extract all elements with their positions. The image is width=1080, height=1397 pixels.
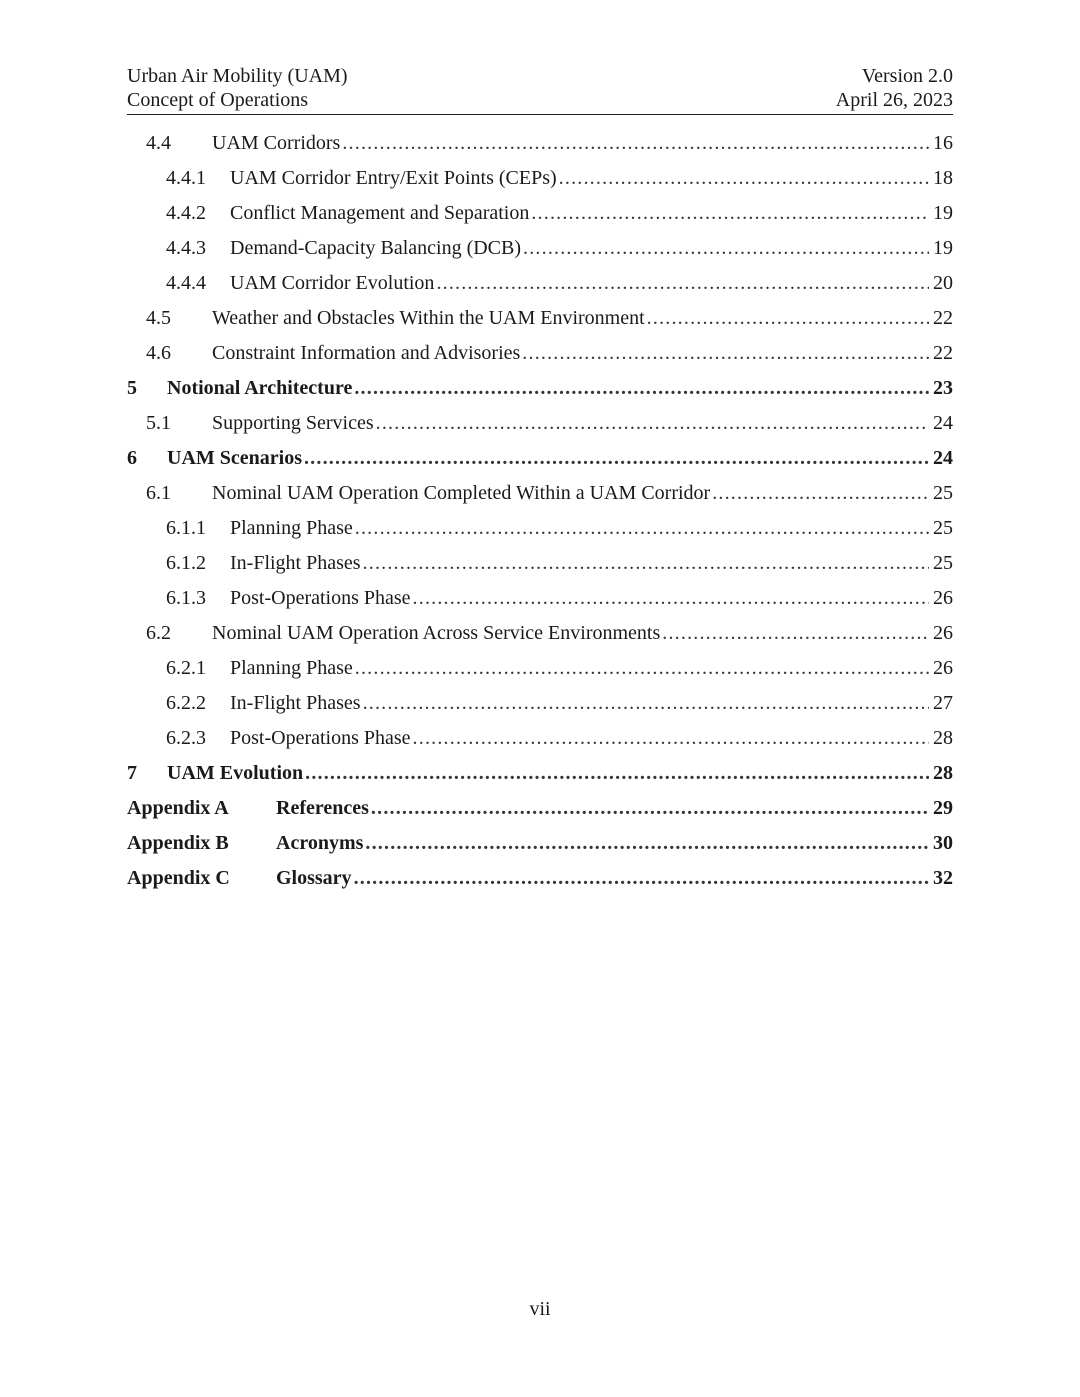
toc-entry-line <box>276 861 953 896</box>
toc-entry-title[interactable]: UAM Evolution <box>167 762 304 784</box>
page-number: vii <box>529 1298 551 1320</box>
toc-entry[interactable] <box>127 231 953 266</box>
toc-entry-number: Appendix A <box>127 797 229 819</box>
toc-entry-title[interactable]: Notional Architecture <box>167 377 353 399</box>
dot-leader <box>376 406 929 441</box>
header-right <box>836 64 953 112</box>
toc-entry-number: 4.4.4 <box>166 272 206 294</box>
toc-entry-number: 6.2.2 <box>166 692 206 714</box>
toc-entry-number: 6 <box>127 447 137 469</box>
toc-entry[interactable] <box>127 791 953 826</box>
toc-entry[interactable] <box>127 336 953 371</box>
document-version: Version 2.0 <box>861 65 953 87</box>
toc-entry-line <box>230 266 953 301</box>
toc-entry-line <box>230 651 953 686</box>
toc-entry-line <box>212 336 953 371</box>
toc-entry-number: 7 <box>127 762 137 784</box>
toc-entry-page: 19 <box>933 202 953 224</box>
toc-entry-number: 6.2 <box>146 622 171 644</box>
toc-entry-page: 28 <box>933 762 953 784</box>
toc-entry-title[interactable]: Post-Operations Phase <box>230 727 411 749</box>
toc-entry-page: 25 <box>933 482 953 504</box>
toc-entry-line <box>212 476 953 511</box>
toc-entry-title[interactable]: UAM Corridor Entry/Exit Points (CEPs) <box>230 167 557 189</box>
toc-entry-title[interactable]: Weather and Obstacles Within the UAM Environment <box>212 307 645 329</box>
toc-entry-title[interactable]: In-Flight Phases <box>230 692 361 714</box>
toc-entry-title[interactable]: Planning Phase <box>230 657 353 679</box>
toc-entry-page: 26 <box>933 657 953 679</box>
toc-entry-page: 22 <box>933 342 953 364</box>
toc-entry-page: 18 <box>933 167 953 189</box>
dot-leader <box>342 126 929 161</box>
toc-entry[interactable] <box>127 371 953 406</box>
toc-entry-title[interactable]: Conflict Management and Separation <box>230 202 530 224</box>
toc-entry-line <box>230 686 953 721</box>
toc-entry-page: 25 <box>933 552 953 574</box>
dot-leader <box>559 161 929 196</box>
toc-entry-number: 5.1 <box>146 412 171 434</box>
toc-entry-line <box>212 406 953 441</box>
toc-entry[interactable] <box>127 581 953 616</box>
dot-leader <box>662 616 929 651</box>
toc-entry[interactable] <box>127 161 953 196</box>
toc-entry-page: 32 <box>933 867 953 889</box>
toc-entry-line <box>212 126 953 161</box>
dot-leader <box>365 826 929 861</box>
toc-entry-line <box>230 511 953 546</box>
toc-entry-page: 25 <box>933 517 953 539</box>
toc-entry[interactable] <box>127 651 953 686</box>
toc-entry-title[interactable]: Nominal UAM Operation Completed Within a UAM Corridor <box>212 482 711 504</box>
toc-entry-line <box>212 301 953 336</box>
dot-leader <box>354 371 929 406</box>
toc-entry-title[interactable]: References <box>276 797 369 819</box>
toc-entry[interactable] <box>127 301 953 336</box>
dot-leader <box>522 336 929 371</box>
dot-leader <box>413 581 929 616</box>
toc-entry-page: 20 <box>933 272 953 294</box>
toc-entry-number: Appendix B <box>127 832 229 854</box>
toc-entry-line <box>230 196 953 231</box>
toc-entry[interactable] <box>127 616 953 651</box>
toc-entry[interactable] <box>127 756 953 791</box>
toc-entry-title[interactable]: Supporting Services <box>212 412 374 434</box>
toc-entry-title[interactable]: Constraint Information and Advisories <box>212 342 521 364</box>
toc-entry-line <box>276 791 953 826</box>
toc-entry[interactable] <box>127 511 953 546</box>
toc-entry-line <box>230 581 953 616</box>
toc-entry-number: 6.2.3 <box>166 727 206 749</box>
dot-leader <box>436 266 929 301</box>
toc-entry-line <box>230 721 953 756</box>
toc-entry-number: 6.2.1 <box>166 657 206 679</box>
toc-entry-line <box>276 826 953 861</box>
toc-entry-line <box>167 441 953 476</box>
toc-entry-title[interactable]: Nominal UAM Operation Across Service Environments <box>212 622 661 644</box>
toc-entry-page: 27 <box>933 692 953 714</box>
toc-entry[interactable] <box>127 266 953 301</box>
toc-entry-title[interactable]: Planning Phase <box>230 517 353 539</box>
toc-entry-number: 6.1.2 <box>166 552 206 574</box>
toc-entry-line <box>167 371 953 406</box>
dot-leader <box>305 756 929 791</box>
page-header <box>127 64 953 115</box>
toc-entry-page: 26 <box>933 587 953 609</box>
toc-entry-title[interactable]: UAM Corridors <box>212 132 341 154</box>
toc-entry[interactable] <box>127 546 953 581</box>
toc-entry-number: 6.1 <box>146 482 171 504</box>
toc-entry-title[interactable]: Acronyms <box>276 832 364 854</box>
toc-entry-page: 26 <box>933 622 953 644</box>
dot-leader <box>304 441 929 476</box>
toc-entry-number: 6.1.1 <box>166 517 206 539</box>
toc-entry-number: 4.4.1 <box>166 167 206 189</box>
toc-entry-line <box>167 756 953 791</box>
toc-entry-title[interactable]: In-Flight Phases <box>230 552 361 574</box>
toc-entry-number: 4.5 <box>146 307 171 329</box>
toc-entry-page: 16 <box>933 132 953 154</box>
dot-leader <box>355 511 929 546</box>
document-subtitle: Concept of Operations <box>127 89 309 111</box>
toc-entry[interactable] <box>127 441 953 476</box>
toc-entry-page: 23 <box>933 377 953 399</box>
toc-entry[interactable] <box>127 476 953 511</box>
document-date: April 26, 2023 <box>835 89 953 111</box>
toc-entry[interactable] <box>127 126 953 161</box>
toc-entry[interactable] <box>127 826 953 861</box>
toc-entry-title[interactable]: Post-Operations Phase <box>230 587 411 609</box>
header-left <box>127 64 348 112</box>
dot-leader <box>712 476 929 511</box>
document-title: Urban Air Mobility (UAM) <box>127 65 348 87</box>
toc-entry[interactable] <box>127 686 953 721</box>
toc-entry-number: 4.4.3 <box>166 237 206 259</box>
dot-leader <box>354 861 929 896</box>
toc-entry-number: 4.4.2 <box>166 202 206 224</box>
toc-entry-title[interactable]: Glossary <box>276 867 352 889</box>
toc-entry-page: 28 <box>933 727 953 749</box>
dot-leader <box>363 546 929 581</box>
toc-entry-number: Appendix C <box>127 867 230 889</box>
dot-leader <box>647 301 929 336</box>
toc-entry-number: 5 <box>127 377 137 399</box>
toc-entry-page: 24 <box>933 447 953 469</box>
toc-entry-line <box>230 546 953 581</box>
toc-entry-number: 6.1.3 <box>166 587 206 609</box>
dot-leader <box>363 686 929 721</box>
toc-entry-line <box>230 231 953 266</box>
toc-entry-number: 4.6 <box>146 342 171 364</box>
table-of-contents <box>127 126 953 896</box>
toc-entry-title[interactable]: UAM Scenarios <box>167 447 302 469</box>
toc-entry[interactable] <box>127 721 953 756</box>
toc-entry-line <box>230 161 953 196</box>
dot-leader <box>371 791 929 826</box>
toc-entry-number: 4.4 <box>146 132 171 154</box>
dot-leader <box>523 231 929 266</box>
dot-leader <box>355 651 929 686</box>
toc-entry-page: 22 <box>933 307 953 329</box>
toc-entry-title[interactable]: UAM Corridor Evolution <box>230 272 435 294</box>
dot-leader <box>531 196 929 231</box>
toc-entry-title[interactable]: Demand-Capacity Balancing (DCB) <box>230 237 522 259</box>
toc-entry[interactable] <box>127 861 953 896</box>
toc-entry-page: 24 <box>933 412 953 434</box>
dot-leader <box>413 721 929 756</box>
toc-entry-line <box>212 616 953 651</box>
toc-entry-page: 29 <box>933 797 953 819</box>
toc-entry-page: 19 <box>933 237 953 259</box>
toc-entry-page: 30 <box>933 832 953 854</box>
toc-entry[interactable] <box>127 406 953 441</box>
toc-entry[interactable] <box>127 196 953 231</box>
